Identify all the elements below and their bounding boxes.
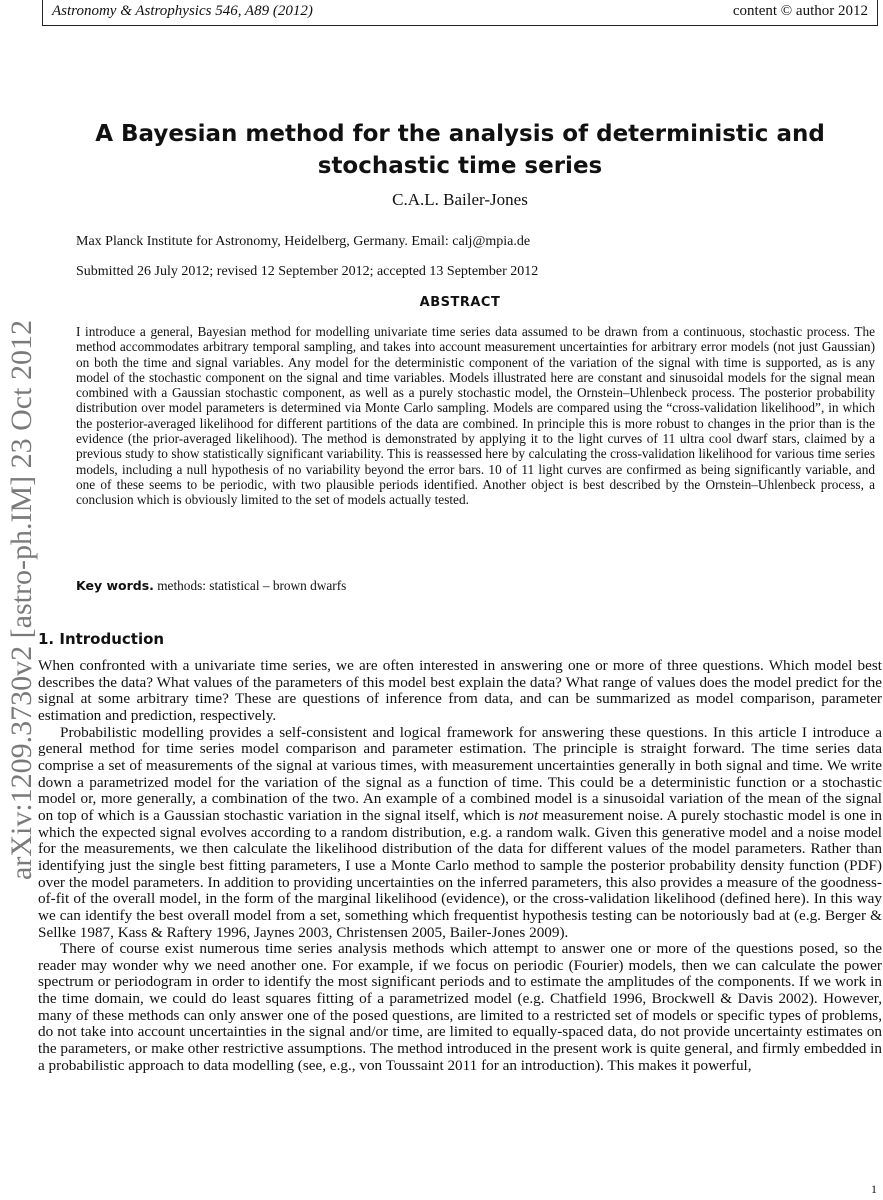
keywords-text: methods: statistical – brown dwarfs bbox=[157, 578, 347, 593]
abstract-heading: ABSTRACT bbox=[419, 295, 501, 310]
keywords-label: Key words. bbox=[76, 578, 154, 593]
emphasis-not: not bbox=[518, 806, 539, 824]
intro-paragraph-2-part-a: Probabilistic modelling provides a self-consistent and logical framework for answering these questions. In this article I introduce a general method for time series model comparison and parameter estimation. The principle is straight forward. The time series data comprise a set of measurements of the signal at various times, with measurement uncertainties generally in both signal and time. We write down a parametrized model for the variation of the signal as a function of time. This could be a deterministic function or a stochastic model or, more generally, a combination of the two. An example of a combined model is a sinusoidal variation of the mean of the signal on top of which is a Gaussian stochastic variation in the signal itself, which is bbox=[38, 723, 882, 824]
intro-paragraph-3: There of course exist numerous time series analysis methods which attempt to answer one or more of the questions posed, so the reader may wonder why we need another one. For example, if we focus on periodic (Fourier) models, then we can calculate the power spectrum or periodogram in order to identify the most significant periods and to estimate the amplitudes of the components. If we work in the time domain, we could do least squares fitting of a parametrized model (e.g. Chatfield 1996, Brockwell & Davis 2002). However, many of these methods can only answer one of the posed questions, are limited to a restricted set of models or specific types of problems, do not take into account uncertainties in the signal and/or time, are limited to equally-spaced data, do not provide uncertainty estimates on the parameters, or make other restrictive assumptions. The method introduced in the present work is quite general, and firmly embedded in a probabilistic approach to data modelling (see, e.g., von Toussaint 2011 for an introduction). This makes it powerful, bbox=[38, 940, 882, 1074]
paper-author: C.A.L. Bailer-Jones bbox=[392, 190, 528, 209]
intro-paragraph-2 bbox=[38, 725, 882, 942]
submission-dates: Submitted 26 July 2012; revised 12 September 2012; accepted 13 September 2012 bbox=[76, 264, 539, 279]
paper-title: A Bayesian method for the analysis of deterministic and stochastic time series bbox=[95, 121, 825, 179]
journal-citation: Astronomy & Astrophysics 546, A89 (2012) bbox=[52, 3, 313, 19]
section-heading: 1. Introduction bbox=[38, 630, 165, 648]
arxiv-side-stamp bbox=[0, 0, 42, 1200]
page-number: 1 bbox=[871, 1182, 877, 1196]
copyright-notice: content © author 2012 bbox=[732, 3, 868, 19]
introduction-body bbox=[38, 658, 882, 1074]
journal-header bbox=[42, 0, 878, 26]
intro-paragraph-2-part-b: measurement noise. A purely stochastic model is one in which the expected signal evolves according to a random distribution, e.g. a random walk. Given this generative model and a noise model for the measurements, we then calculate the likelihood distribution of the data for different values of the model parameters. Rather than identifying just the single best fitting parameters, I use a Monte Carlo method to sample the posterior probability density function (PDF) over the model parameters. In addition to providing uncertainties on the inferred parameters, this also provides a measure of the goodness-of-fit of the overall model, in the form of the marginal likelihood (evidence), or the cross-validation likelihood (defined here). In this way we can identify the best overall model from a set, something which frequentist hypothesis testing can be notoriously bad at (e.g. Berger & Sellke 1987, Kass & Raftery 1996, Jaynes 2003, Christensen 2005, Bailer-Jones 2009). bbox=[38, 806, 883, 941]
author-affiliation: Max Planck Institute for Astronomy, Heidelberg, Germany. Email: calj@mpia.de bbox=[76, 234, 531, 249]
intro-paragraph-1: When confronted with a univariate time series, we are often interested in answering one or more of three questions. Which model best describes the data? What values of the parameters of this model best explain the data? What range of values does the model predict for the signal at some arbitrary time? These are questions of inference from data, and can be summarized as model comparison, parameter estimation and prediction, respectively. bbox=[38, 657, 882, 724]
abstract-text: I introduce a general, Bayesian method for modelling univariate time series data assumed to be drawn from a continuous, stochastic process. The method accommodates arbitrary temporal sampling, and takes into account measurement uncertainties for arbitrary error models (not just Gaussian) on both the time and signal variables. Any model for the deterministic component of the variation of the signal with time is supported, as is any model of the stochastic component on the signal and time variables. Models illustrated here are constant and sinusoidal models for the signal mean combined with a Gaussian stochastic component, as well as a purely stochastic model, the Ornstein–Uhlenbeck process. The posterior probability distribution over model parameters is determined via Monte Carlo sampling. Models are compared using the “cross-validation likelihood”, in which the posterior-averaged likelihood for different partitions of the data are combined. In principle this is more robust to changes in the prior than is the evidence (the prior-averaged likelihood). The method is demonstrated by applying it to the light curves of 11 ultra cool dwarf stars, claimed by a previous study to show statistically significant variability. This is reassessed here by calculating the cross-validation likelihood for various time series models, including a null hypothesis of no variability beyond the error bars. 10 of 11 light curves are confirmed as being significantly variable, and one of these seems to be periodic, with two plausible periods identified. Another object is best described by the Ornstein–Uhlenbeck process, a conclusion which is obviously limited to the set of models actually tested. bbox=[76, 324, 875, 508]
arxiv-identifier: arXiv:1209.3730v2 [astro-ph.IM] 23 Oct 2012 bbox=[5, 320, 38, 880]
keywords bbox=[76, 578, 346, 594]
